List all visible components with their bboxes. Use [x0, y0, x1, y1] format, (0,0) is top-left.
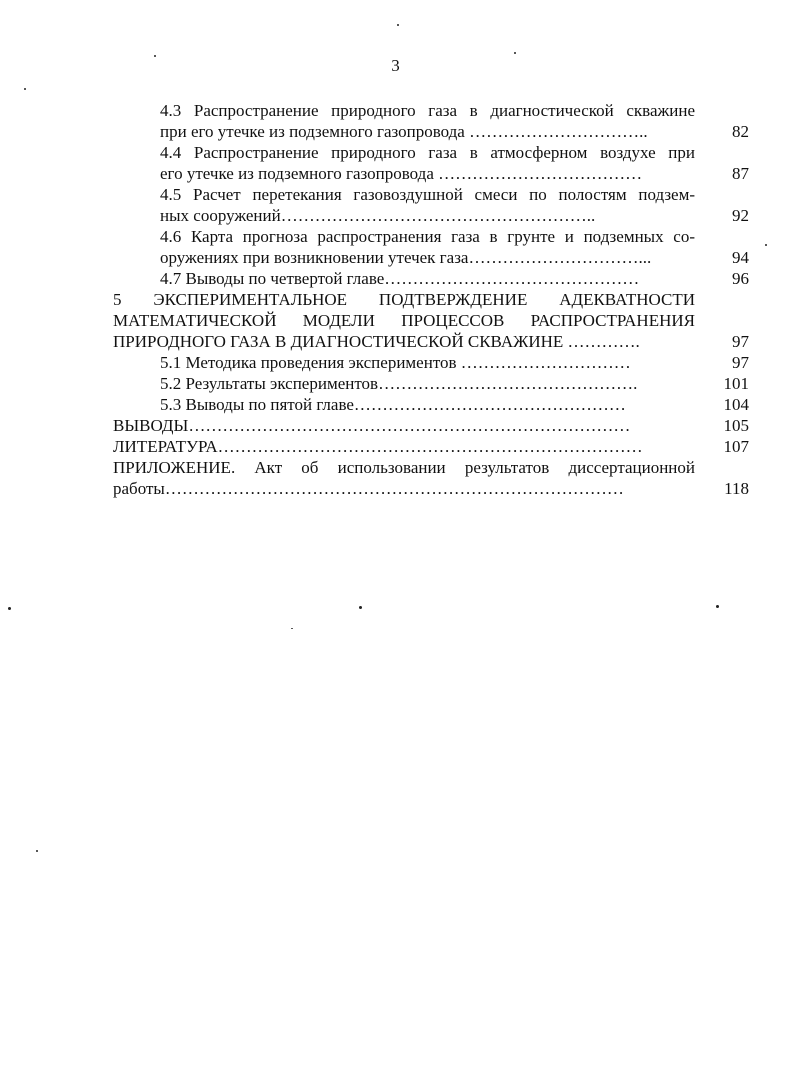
toc-entry-text: 4.6 Карта прогноза распространения газа в грунте и подземных со-	[160, 227, 695, 246]
toc-page-number: 87	[732, 164, 749, 183]
scan-speck	[24, 88, 26, 90]
scan-speck	[514, 52, 516, 54]
scan-speck	[765, 244, 767, 246]
toc-page-number: 82	[732, 122, 749, 141]
toc-entry-text: 4.7 Выводы по четвертой главе………………………………………	[160, 269, 640, 288]
scan-speck	[716, 605, 719, 608]
toc-page-number: 97	[732, 332, 749, 351]
toc-entry-text: 5 ЭКСПЕРИМЕНТАЛЬНОЕ ПОДТВЕРЖДЕНИЕ АДЕКВАТНОСТИ	[113, 290, 695, 309]
toc-entry-text: его утечке из подземного газопровода ………………………………	[160, 164, 643, 183]
toc-entry-text: ПРИЛОЖЕНИЕ. Акт об использовании результатов диссертационной	[113, 458, 695, 477]
toc-page-number: 101	[723, 374, 749, 393]
toc-entry-text: ных сооружений………………………………………………..	[160, 206, 596, 225]
toc-entry-text: ПРИРОДНОГО ГАЗА В ДИАГНОСТИЧЕСКОЙ СКВАЖИНЕ ………….	[113, 332, 640, 351]
toc-entry-text: 4.4 Распространение природного газа в атмосферном воздухе при	[160, 143, 695, 162]
toc-page-number: 105	[723, 416, 749, 435]
toc-entry-text: 5.3 Выводы по пятой главе…………………………………………	[160, 395, 626, 414]
toc-entry-text: 5.1 Методика проведения экспериментов …………………………	[160, 353, 631, 372]
toc-page-number: 96	[732, 269, 749, 288]
toc-entry-text: ВЫВОДЫ……………………………………………………………………	[113, 416, 631, 435]
toc-page-number: 94	[732, 248, 749, 267]
scan-speck	[154, 55, 156, 57]
toc-entry-text: МАТЕМАТИЧЕСКОЙ МОДЕЛИ ПРОЦЕССОВ РАСПРОСТРАНЕНИЯ	[113, 311, 695, 330]
toc-entry-text: оружениях при возникновении утечек газа…………………………...	[160, 248, 652, 267]
toc-entry-text: ЛИТЕРАТУРА…………………………………………………………………	[113, 437, 643, 456]
toc-page-number: 92	[732, 206, 749, 225]
toc-page-number: 118	[724, 479, 749, 498]
scan-speck	[359, 606, 362, 609]
toc-entry-text: 4.3 Распространение природного газа в диагностической скважине	[160, 101, 695, 120]
scan-speck	[397, 24, 399, 26]
toc-entry-text: 4.5 Расчет перетекания газовоздушной смеси по полостям подзем-	[160, 185, 695, 204]
toc-page-number: 97	[732, 353, 749, 372]
scan-speck	[8, 607, 11, 610]
toc-page-number: 107	[723, 437, 749, 456]
scan-speck	[36, 850, 38, 852]
page-number: 3	[391, 56, 400, 75]
toc-entry-text: при его утечке из подземного газопровода …………………………..	[160, 122, 648, 141]
scan-speck	[291, 628, 293, 629]
toc-entry-text: работы………………………………………………………………………	[113, 479, 624, 498]
toc-entry-text: 5.2 Результаты экспериментов……………………………………….	[160, 374, 638, 393]
toc-page-number: 104	[723, 395, 749, 414]
